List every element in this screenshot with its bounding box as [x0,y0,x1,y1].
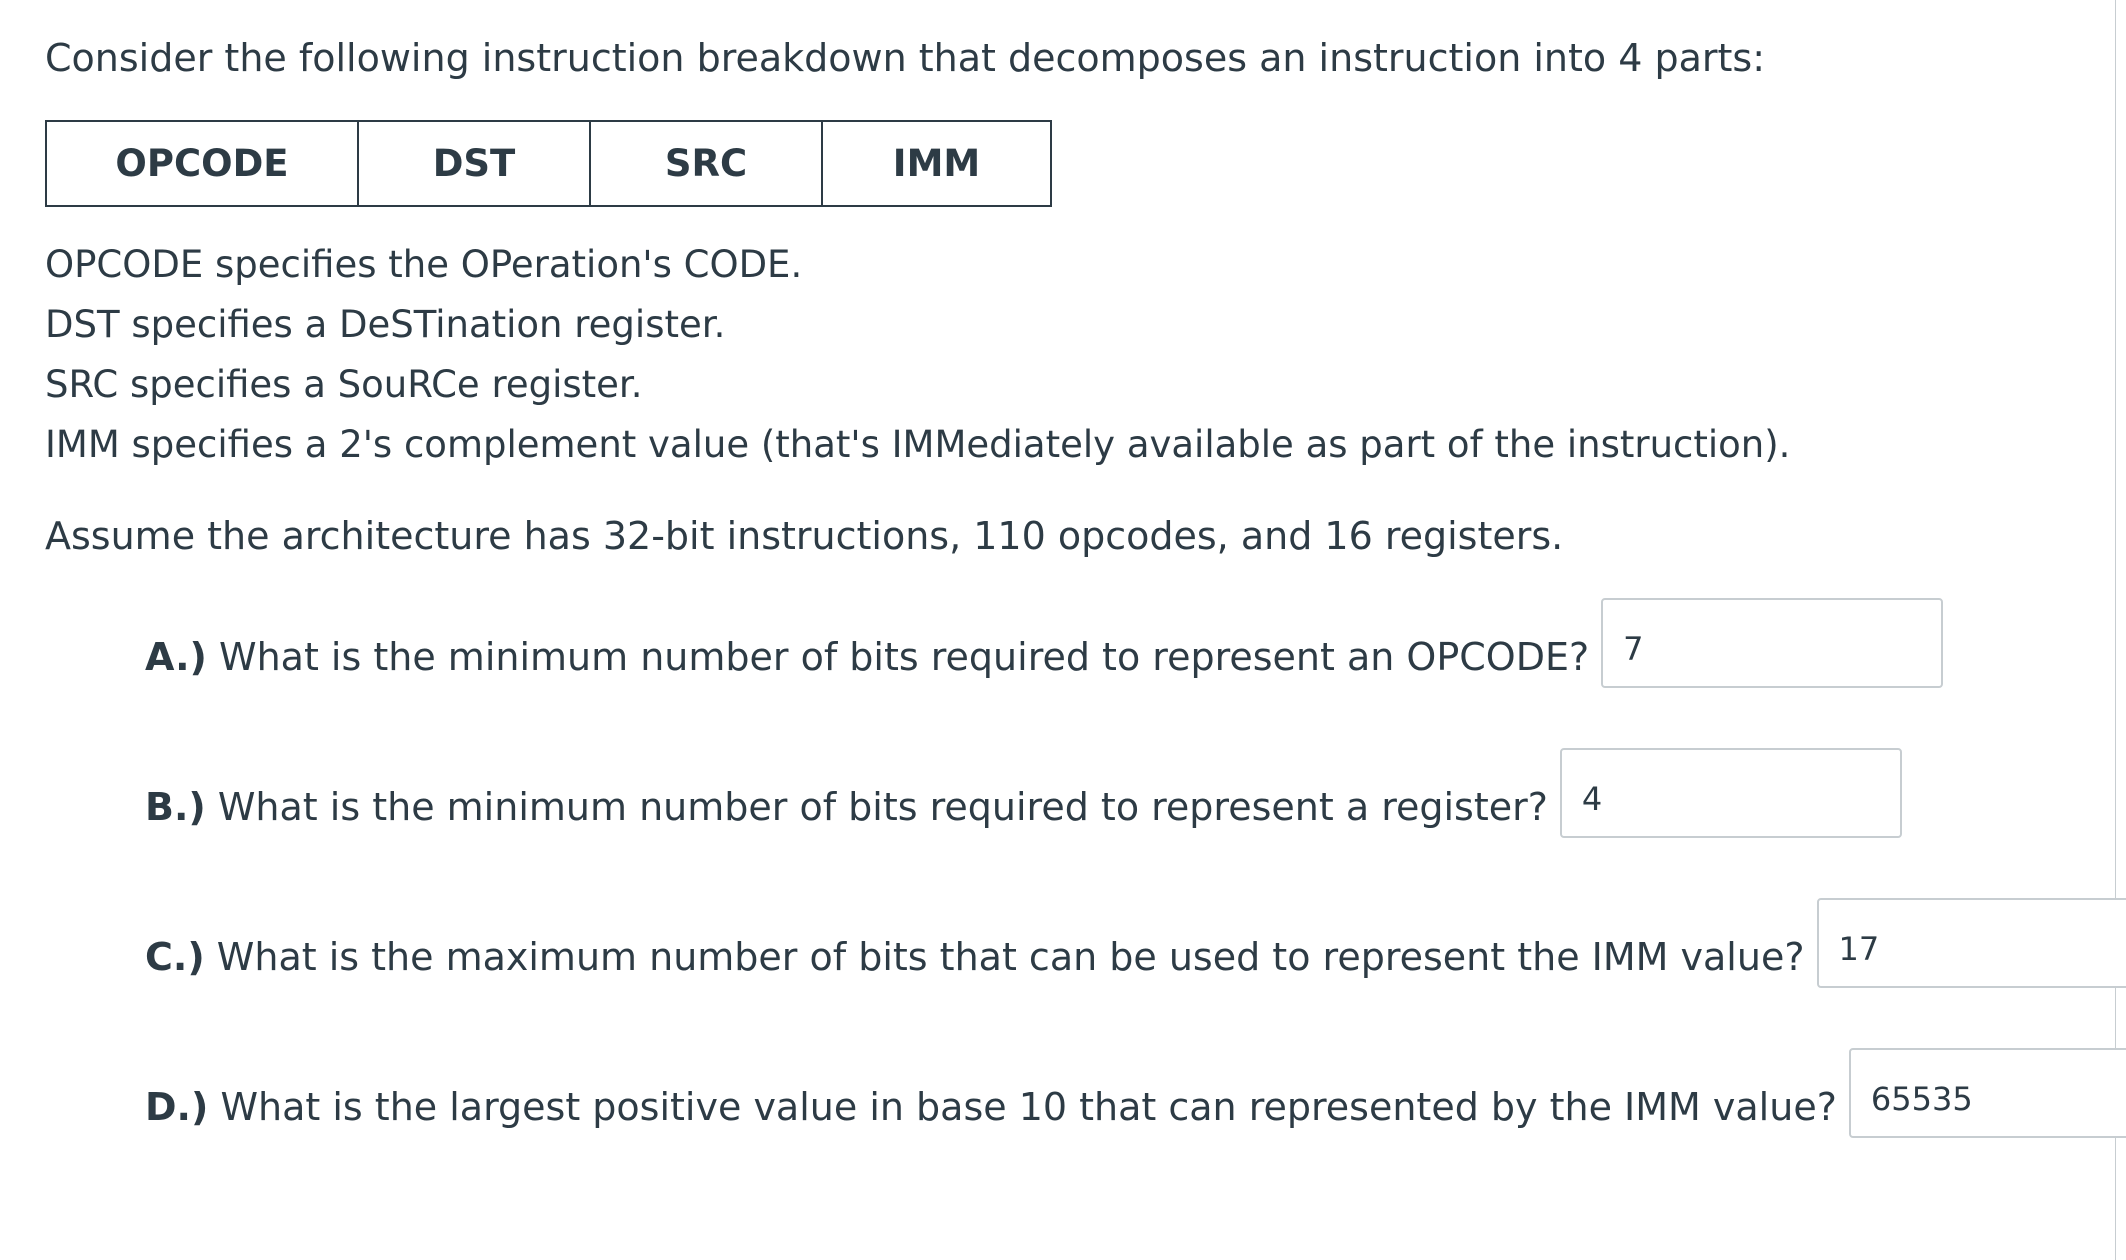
question-d [145,1048,2126,1138]
answer-c-input[interactable] [1817,898,2126,988]
table-row [46,121,1051,206]
dst-cell: DST [358,121,590,206]
question-d-letter: D.) [145,1085,209,1129]
imm-definition: IMM specifies a 2's complement value (that's IMMediately available as part of the instruction). [45,423,1791,466]
opcode-cell: OPCODE [46,121,358,206]
question-c-prompt: What is the maximum number of bits that can be used to represent the IMM value? [204,935,1805,979]
definitions-list [45,235,1790,475]
answer-b-input[interactable] [1560,748,1902,838]
question-b-text [145,782,1548,838]
instruction-breakdown-table [45,120,1052,207]
question-b-prompt: What is the minimum number of bits required to represent a register? [205,785,1548,829]
question-a-prompt: What is the minimum number of bits required to represent an OPCODE? [206,635,1590,679]
question-c-letter: C.) [145,935,205,979]
answer-a-input[interactable] [1601,598,1943,688]
question-c-text [145,932,1805,988]
imm-cell: IMM [822,121,1051,206]
dst-definition: DST specifies a DeSTination register. [45,303,726,346]
src-definition: SRC specifies a SouRCe register. [45,363,643,406]
question-c [145,898,2126,988]
question-d-prompt: What is the largest positive value in base 10 that can represented by the IMM value? [208,1085,1837,1129]
question-a-letter: A.) [145,635,207,679]
intro-text: Consider the following instruction breakdown that decomposes an instruction into 4 parts: [45,36,1766,80]
answer-d-input[interactable] [1849,1048,2126,1138]
opcode-definition: OPCODE specifies the OPeration's CODE. [45,243,803,286]
question-b [145,748,1902,838]
src-cell: SRC [590,121,822,206]
question-a [145,598,1943,688]
question-d-text [145,1082,1837,1138]
assumption-text: Assume the architecture has 32-bit instructions, 110 opcodes, and 16 registers. [45,514,1564,558]
question-b-letter: B.) [145,785,206,829]
question-a-text [145,632,1589,688]
